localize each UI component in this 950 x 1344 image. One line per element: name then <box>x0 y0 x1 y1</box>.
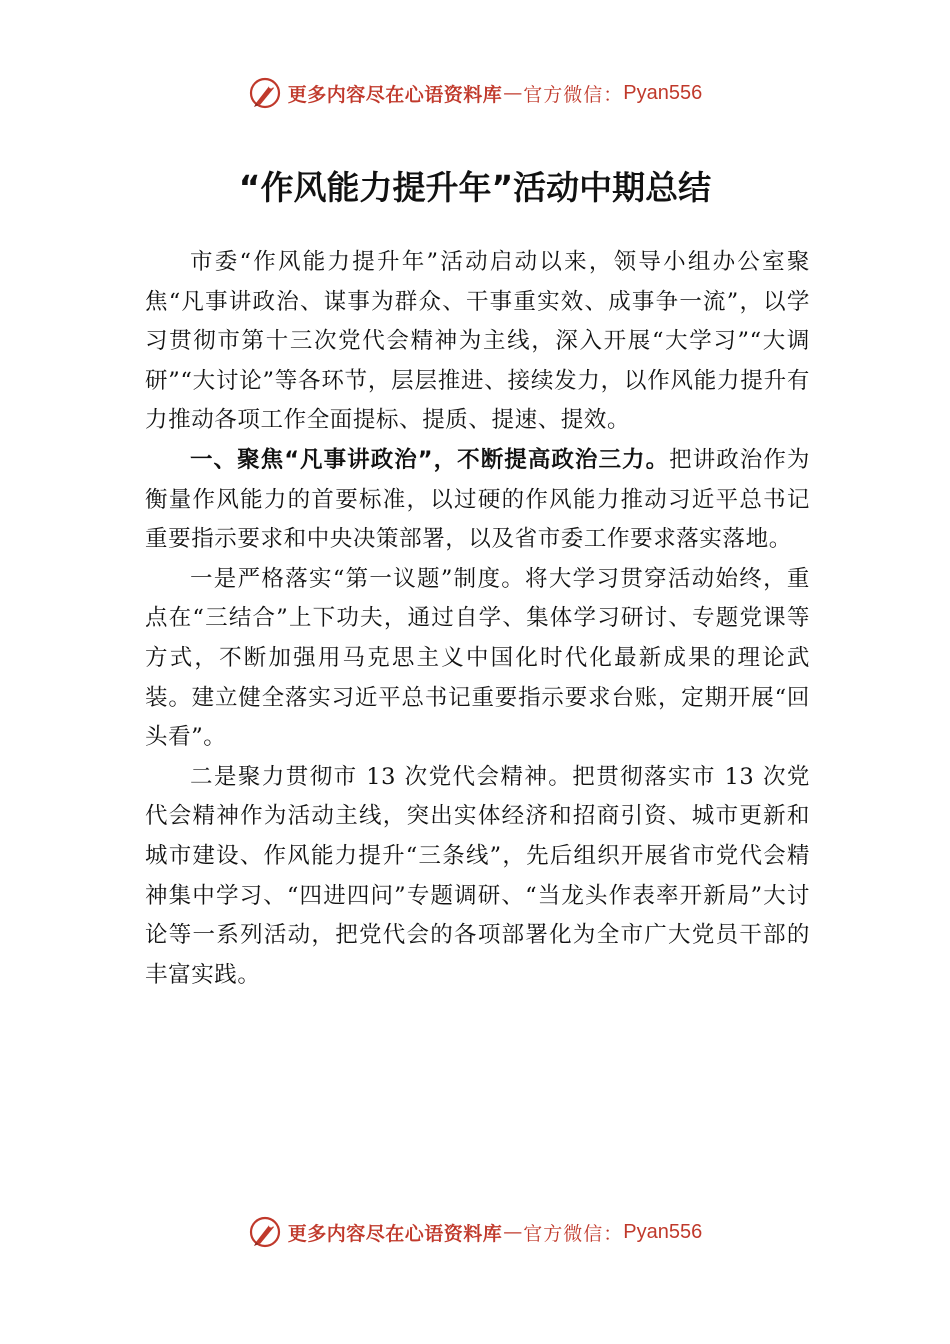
paragraph-intro <box>145 243 810 441</box>
header-watermark <box>0 73 950 113</box>
paragraph-text: 把讲政治作为衡量作风能力的首要标准，以过硬的作风能力推动习近平总书记重要指示要求和中央决策部署，以及省市委工作要求落实落地。 <box>145 446 810 553</box>
watermark-dash: — <box>503 1221 523 1243</box>
paragraph-section-one <box>145 441 810 560</box>
pen-logo-icon <box>248 1215 282 1249</box>
section-heading: 一、聚焦“凡事讲政治”，不断提高政治三力。 <box>190 446 670 473</box>
document-title: “作风能力提升年”活动中期总结 <box>238 168 712 207</box>
watermark-text: 更多内容尽在心语资料库 <box>287 83 503 106</box>
watermark-dash: — <box>503 82 523 104</box>
paragraph-text: 市委“作风能力提升年”活动启动以来，领导小组办公室聚焦“凡事讲政治、谋事为群众、干事重实效、成事争一流”，以学习贯彻市第十三次党代会精神为主线，深入开展“大学习”“大调研”“大讨论”等各环节，层层推进、接续发力，以作风能力提升有力推动各项工作全面提标、提质、提速、提效。 <box>145 249 810 434</box>
pen-logo-icon <box>248 76 282 110</box>
footer-watermark <box>0 1212 950 1252</box>
paragraph-text: 二是聚力贯彻市 13 次党代会精神。把贯彻落实市 13 次党代会精神作为活动主线，突出实体经济和招商引资、城市更新和城市建设、作风能力提升“三条线”，先后组织开展省市党代会精神集中学习、“四进四问”专题调研、“当龙头作表率开新局”大讨论等一系列活动，把党代会的各项部署化为全市广大党员干部的丰富实践。 <box>145 763 810 988</box>
watermark-contact-label: 官方微信： <box>523 1222 624 1245</box>
paragraph-text: 一是严格落实“第一议题”制度。将大学习贯穿活动始终，重点在“三结合”上下功夫，通过自学、集体学习研讨、专题党课等方式，不断加强用马克思主义中国化时代化最新成果的理论武装。建立健全落实习近平总书记重要指示要求台账，定期开展“回头看”。 <box>145 565 810 751</box>
document-body <box>145 243 810 995</box>
watermark-wechat-id: Pyan556 <box>623 1220 703 1243</box>
watermark-text: 更多内容尽在心语资料库 <box>287 1222 503 1245</box>
paragraph-point-two <box>145 758 810 996</box>
paragraph-point-one <box>145 560 810 758</box>
watermark-wechat-id: Pyan556 <box>623 81 703 104</box>
watermark-contact-label: 官方微信： <box>523 83 624 106</box>
